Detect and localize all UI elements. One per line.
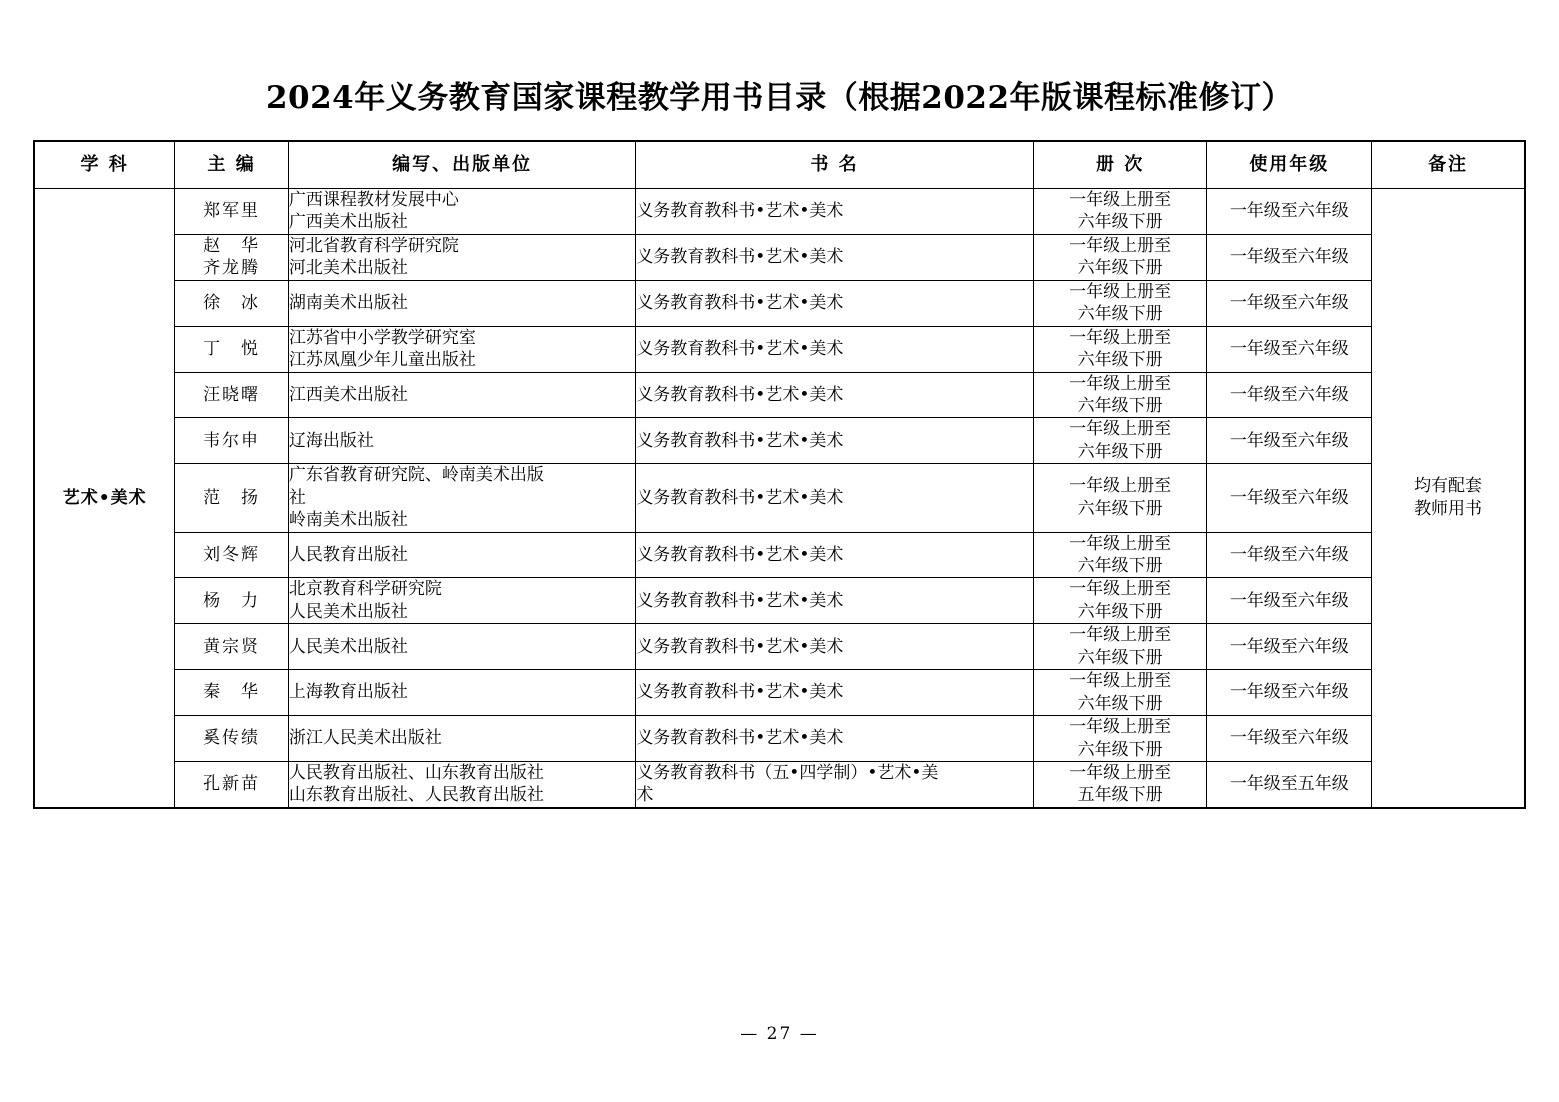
cell-publisher [288,372,635,418]
cell-line: 六年级下册 [1077,350,1163,371]
cell-bookname [636,189,1033,235]
cell-line: 六年级下册 [1077,601,1163,622]
cell-publisher [288,418,635,464]
cell-line: 义务教育教科书（五•四学制）•艺术•美 [636,762,939,783]
cell-line: 山东教育出版社、人民教育出版社 [288,785,544,806]
cell-line: 六年级下册 [1077,258,1163,279]
cell-line: 人民美术出版社 [288,601,408,622]
table-row [34,761,1525,807]
cell-volume [1033,280,1207,326]
cell-line: 六年级下册 [1077,498,1163,519]
cell-publisher [288,716,635,762]
column-header-publisher: 编写、出版单位 [288,141,635,189]
cell-publisher [288,532,635,578]
cell-line: 义务教育教科书•艺术•美术 [636,682,844,703]
cell-line: 义务教育教科书•艺术•美术 [636,384,844,405]
table-row [34,280,1525,326]
table-row [34,464,1525,532]
cell-bookname [636,372,1033,418]
cell-volume [1033,464,1207,532]
cell-grade: 一年级至六年级 [1207,234,1372,280]
cell-editor: 范 扬 [175,464,289,532]
cell-editor: 杨 力 [175,578,289,624]
table-row [34,189,1525,235]
cell-line: 江苏凤凰少年儿童出版社 [288,350,476,371]
cell-publisher [288,189,635,235]
cell-line: 一年级上册至 [1069,281,1172,302]
textbook-catalog-table [33,140,1526,809]
cell-line: 一年级上册至 [1069,476,1172,497]
cell-editor: 汪晓曙 [175,372,289,418]
cell-line: 一年级上册至 [1069,419,1172,440]
cell-line: 一年级上册至 [1069,762,1172,783]
cell-line: 人民美术出版社 [288,636,408,657]
cell-volume [1033,670,1207,716]
cell-line: 义务教育教科书•艺术•美术 [636,292,844,313]
table-row [34,670,1525,716]
cell-volume [1033,761,1207,807]
cell-bookname [636,234,1033,280]
cell-line: 一年级上册至 [1069,533,1172,554]
column-header-remark: 备注 [1372,141,1525,189]
cell-line: 六年级下册 [1077,693,1163,714]
cell-publisher [288,624,635,670]
cell-grade: 一年级至六年级 [1207,464,1372,532]
cell-grade: 一年级至六年级 [1207,280,1372,326]
cell-bookname [636,670,1033,716]
cell-volume [1033,189,1207,235]
cell-editor [175,234,289,280]
cell-line: 教师用书 [1414,498,1483,519]
cell-line: 江西美术出版社 [288,384,408,405]
cell-editor: 孔新苗 [175,761,289,807]
column-header-volume: 册 次 [1033,141,1207,189]
textbook-catalog-table-container [0,140,1559,809]
cell-publisher [288,670,635,716]
cell-line: 江苏省中小学教学研究室 [288,327,476,348]
cell-line: 六年级下册 [1077,647,1163,668]
page-title: 2024年义务教育国家课程教学用书目录（根据2022年版课程标准修订） [265,80,1294,116]
cell-publisher [288,464,635,532]
cell-line: 赵 华 [203,235,261,256]
cell-publisher [288,234,635,280]
cell-line: 广西美术出版社 [288,212,408,233]
cell-grade: 一年级至六年级 [1207,326,1372,372]
cell-line: 湖南美术出版社 [288,292,408,313]
cell-line: 术 [636,785,654,806]
cell-publisher [288,280,635,326]
cell-grade: 一年级至六年级 [1207,716,1372,762]
cell-bookname [636,578,1033,624]
cell-volume [1033,716,1207,762]
cell-line: 岭南美术出版社 [288,510,408,531]
column-header-grade: 使用年级 [1207,141,1372,189]
cell-line: 一年级上册至 [1069,717,1172,738]
cell-line: 一年级上册至 [1069,373,1172,394]
cell-line: 一年级上册至 [1069,327,1172,348]
cell-volume [1033,532,1207,578]
cell-line: 上海教育出版社 [288,682,408,703]
cell-line: 六年级下册 [1077,304,1163,325]
cell-line: 辽海出版社 [288,430,374,451]
column-header-subject: 学 科 [34,141,175,189]
cell-subject: 艺术•美术 [34,189,175,808]
cell-publisher [288,761,635,807]
cell-line: 义务教育教科书•艺术•美术 [636,487,844,508]
cell-grade: 一年级至六年级 [1207,372,1372,418]
cell-line: 广西课程教材发展中心 [288,190,459,210]
cell-grade: 一年级至六年级 [1207,418,1372,464]
cell-line: 义务教育教科书•艺术•美术 [636,544,844,565]
cell-line: 浙江人民美术出版社 [288,728,442,749]
cell-grade: 一年级至六年级 [1207,532,1372,578]
table-row [34,624,1525,670]
cell-editor: 黄宗贤 [175,624,289,670]
cell-line: 河北省教育科学研究院 [288,235,459,256]
cell-line: 义务教育教科书•艺术•美术 [636,338,844,359]
table-header-row [34,141,1525,189]
column-header-bookname: 书 名 [636,141,1033,189]
cell-bookname [636,716,1033,762]
cell-editor: 奚传绩 [175,716,289,762]
cell-line: 六年级下册 [1077,212,1163,233]
cell-grade: 一年级至五年级 [1207,761,1372,807]
cell-bookname [636,464,1033,532]
cell-line: 河北美术出版社 [288,258,408,279]
cell-line: 一年级上册至 [1069,235,1172,256]
cell-line: 六年级下册 [1077,441,1163,462]
cell-volume [1033,326,1207,372]
cell-line: 一年级上册至 [1069,625,1172,646]
cell-line: 六年级下册 [1077,739,1163,760]
cell-editor: 丁 悦 [175,326,289,372]
cell-line: 均有配套 [1414,476,1483,497]
cell-line: 义务教育教科书•艺术•美术 [636,636,844,657]
cell-line: 一年级上册至 [1069,190,1172,210]
column-header-editor: 主 编 [175,141,289,189]
cell-publisher [288,326,635,372]
cell-line: 北京教育科学研究院 [288,579,442,600]
table-row [34,418,1525,464]
table-row [34,234,1525,280]
cell-line: 一年级上册至 [1069,671,1172,692]
cell-line: 人民教育出版社、山东教育出版社 [288,762,544,783]
cell-grade: 一年级至六年级 [1207,578,1372,624]
cell-line: 义务教育教科书•艺术•美术 [636,201,844,222]
cell-line: 一年级上册至 [1069,579,1172,600]
cell-line: 义务教育教科书•艺术•美术 [636,728,844,749]
cell-grade: 一年级至六年级 [1207,624,1372,670]
cell-publisher [288,578,635,624]
cell-line: 义务教育教科书•艺术•美术 [636,590,844,611]
table-row [34,578,1525,624]
table-row [34,326,1525,372]
cell-editor: 韦尔申 [175,418,289,464]
cell-volume [1033,372,1207,418]
cell-editor: 郑军里 [175,189,289,235]
table-row [34,372,1525,418]
cell-volume [1033,578,1207,624]
cell-volume [1033,234,1207,280]
cell-editor: 徐 冰 [175,280,289,326]
cell-editor: 刘冬辉 [175,532,289,578]
table-row [34,532,1525,578]
cell-line: 义务教育教科书•艺术•美术 [636,247,844,268]
table-body [34,189,1525,808]
cell-bookname [636,532,1033,578]
cell-line: 五年级下册 [1077,785,1163,806]
cell-line: 齐龙腾 [203,258,261,279]
table-row [34,716,1525,762]
page-number: — 27 — [740,1024,819,1044]
cell-editor: 秦 华 [175,670,289,716]
cell-volume [1033,418,1207,464]
cell-line: 人民教育出版社 [288,544,408,565]
cell-bookname [636,326,1033,372]
cell-bookname [636,624,1033,670]
cell-line: 六年级下册 [1077,395,1163,416]
cell-volume [1033,624,1207,670]
cell-grade: 一年级至六年级 [1207,189,1372,235]
cell-bookname [636,761,1033,807]
cell-grade: 一年级至六年级 [1207,670,1372,716]
cell-bookname [636,280,1033,326]
cell-remark [1372,189,1525,808]
cell-line: 广东省教育研究院、岭南美术出版 [288,465,544,486]
cell-line: 社 [288,487,306,508]
cell-line: 义务教育教科书•艺术•美术 [636,430,844,451]
cell-line: 六年级下册 [1077,556,1163,576]
cell-bookname [636,418,1033,464]
